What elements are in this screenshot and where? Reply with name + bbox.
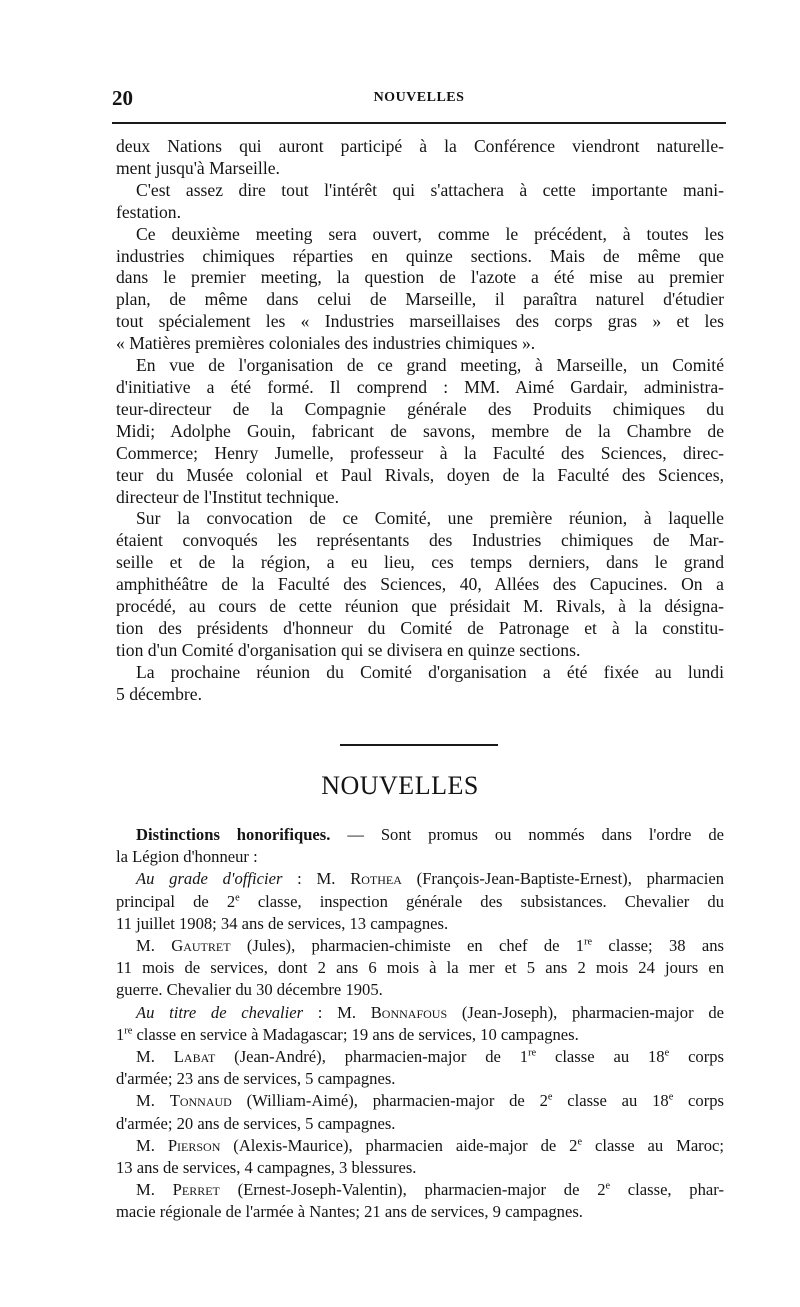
- text-line: la Légion d'honneur :: [116, 847, 258, 867]
- text-line: 5 décembre.: [116, 683, 202, 704]
- grade-label: Au grade d'officier: [136, 869, 283, 889]
- text-line: C'est assez dire tout l'intérêt qui s'attachera à cette importante mani-: [136, 179, 724, 200]
- text-line: d'armée; 23 ans de services, 5 campagnes.: [116, 1069, 396, 1089]
- text-line: M. Gautret (Jules), pharmacien-chimiste en chef de 1re classe; 38 ans: [136, 936, 724, 956]
- honoree-surname: Gautret: [171, 936, 231, 956]
- text-line: d'initiative a été formé. Il comprend : MM. Aimé Gardair, administra-: [116, 376, 724, 397]
- text-line: La prochaine réunion du Comité d'organisation a été fixée au lundi: [136, 661, 724, 682]
- text-line: M. Labat (Jean-André), pharmacien-major de 1re classe au 18e corps: [136, 1047, 725, 1067]
- text-line: Au titre de chevalier : M. Bonnafous (Jean-Joseph), pharmacien-major de: [136, 1002, 724, 1022]
- text-line: teur du Musée colonial et Paul Rivals, doyen de la Faculté des Sciences,: [116, 464, 724, 485]
- text-line: tout spécialement les « Industries marseillaises des corps gras » et les: [116, 311, 724, 332]
- text-line: macie régionale de l'armée à Nantes; 21 ans de services, 9 campagnes.: [116, 1202, 583, 1222]
- honoree-surname: Bonnafous: [370, 1002, 448, 1022]
- honoree-surname: Tonnaud: [169, 1091, 232, 1111]
- running-head: [112, 86, 726, 114]
- honoree-surname: Rothea: [350, 869, 402, 889]
- honoree-surname: Labat: [173, 1047, 216, 1067]
- grade-label: Au titre de chevalier: [136, 1002, 304, 1022]
- text-line: dans le premier meeting, la question de l'azote a été mise au premier: [116, 267, 724, 288]
- text-line: Sur la convocation de ce Comité, une première réunion, à laquelle: [136, 508, 724, 529]
- honoree-surname: Perret: [172, 1180, 220, 1200]
- text-line: Distinctions honorifiques. — Sont promus ou nommés dans l'ordre de: [136, 825, 724, 844]
- section-lead: Distinctions honorifiques.: [136, 825, 331, 844]
- text-line: 13 ans de services, 4 campagnes, 3 blessures.: [116, 1158, 417, 1178]
- text-line: ment jusqu'à Marseille.: [116, 157, 280, 178]
- page-number: 20: [112, 86, 133, 110]
- text-line: « Matières premières coloniales des industries chimiques ».: [116, 333, 536, 354]
- text-line: M. Pierson (Alexis-Maurice), pharmacien aide-major de 2e classe au Maroc;: [136, 1135, 724, 1155]
- honoree-surname: Pierson: [167, 1135, 221, 1155]
- text-line: festation.: [116, 201, 181, 222]
- text-line: procédé, au cours de cette réunion que présidait M. Rivals, à la désigna-: [116, 596, 724, 617]
- text-line: Au grade d'officier : M. Rothea (François-Jean-Baptiste-Ernest), pharmacien: [136, 869, 724, 889]
- text-line: guerre. Chevalier du 30 décembre 1905.: [116, 980, 383, 1000]
- text-line: d'armée; 20 ans de services, 5 campagnes.: [116, 1113, 396, 1133]
- text-line: 11 juillet 1908; 34 ans de services, 13 campagnes.: [116, 913, 449, 933]
- text-line: 1re classe en service à Madagascar; 19 ans de services, 10 campagnes.: [116, 1024, 579, 1044]
- text-line: deux Nations qui auront participé à la Conférence viendront naturelle-: [116, 136, 724, 156]
- text-line: Midi; Adolphe Gouin, fabricant de savons, membre de la Chambre de: [116, 420, 724, 441]
- text-line: teur-directeur de la Compagnie générale des Produits chimiques du: [116, 398, 724, 419]
- text-line: tion d'un Comité d'organisation qui se divisera en quinze sections.: [116, 639, 581, 660]
- section-title: NOUVELLES: [321, 771, 479, 800]
- nouvelles-section-text: [116, 824, 724, 1224]
- text-line: M. Perret (Ernest-Joseph-Valentin), pharmacien-major de 2e classe, phar-: [136, 1180, 724, 1200]
- text-line: Ce deuxième meeting sera ouvert, comme le précédent, à toutes les: [136, 223, 724, 244]
- preceding-article-text: [116, 136, 724, 706]
- header-rule: [112, 122, 726, 124]
- text-line: industries chimiques réparties en quinze sections. Mais de même que: [116, 245, 724, 266]
- text-line: En vue de l'organisation de ce grand meeting, à Marseille, un Comité: [136, 355, 724, 376]
- section-divider: [340, 744, 498, 746]
- text-line: M. Tonnaud (William-Aimé), pharmacien-major de 2e classe au 18e corps: [136, 1091, 724, 1111]
- text-line: principal de 2e classe, inspection générale des subsistances. Chevalier du: [116, 891, 724, 911]
- text-line: seille et de la région, a eu lieu, ces temps derniers, dans le grand: [116, 552, 724, 573]
- text-line: amphithéâtre de la Faculté des Sciences, 40, Allées des Capucines. On a: [116, 574, 724, 595]
- text-line: étaient convoqués les représentants des Industries chimiques de Mar-: [116, 530, 724, 551]
- text-line: Commerce; Henry Jumelle, professeur à la Faculté des Sciences, direc-: [116, 442, 724, 463]
- running-title: NOUVELLES: [373, 90, 465, 105]
- text-line: tion des présidents d'honneur du Comité de Patronage et à la constitu-: [116, 617, 724, 638]
- text-line: directeur de l'Institut technique.: [116, 486, 340, 507]
- text-line: 11 mois de services, dont 2 ans 6 mois à la mer et 5 ans 2 mois 24 jours en: [116, 958, 724, 978]
- text-line: plan, de même dans celui de Marseille, il paraîtra naturel d'étudier: [116, 289, 724, 310]
